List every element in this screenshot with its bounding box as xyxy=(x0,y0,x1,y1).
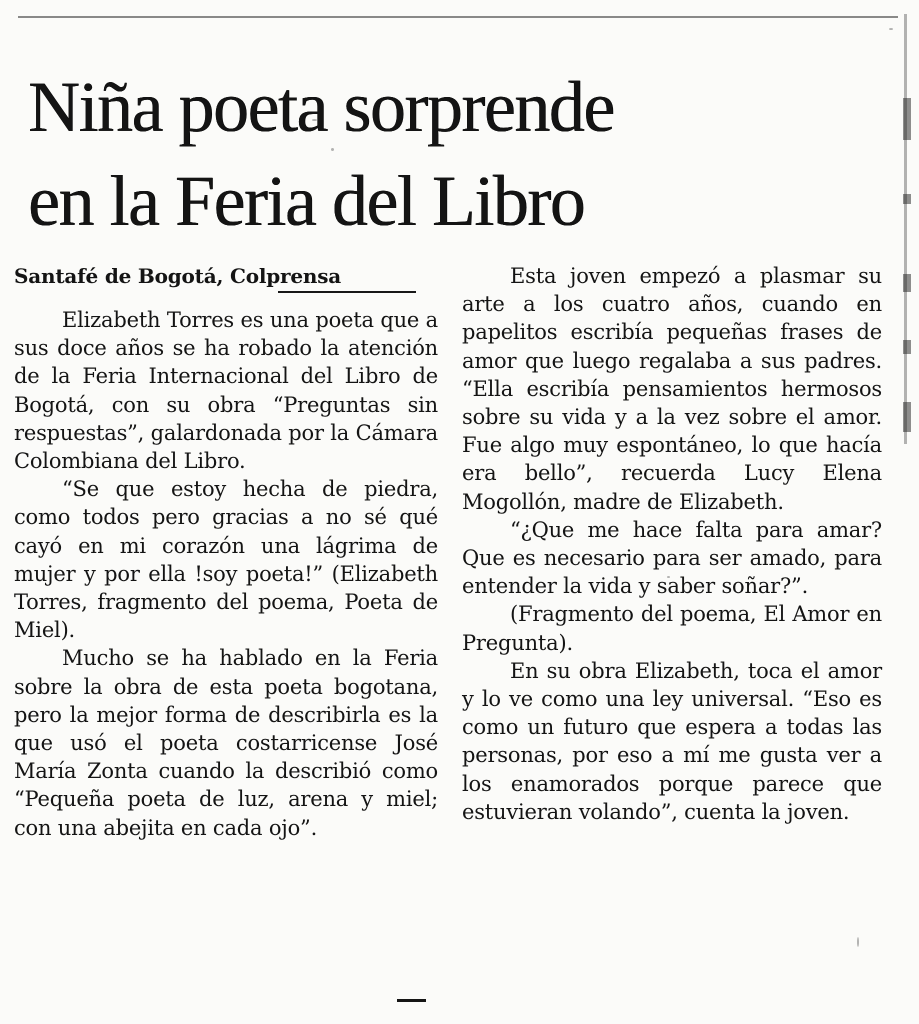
scan-speck xyxy=(667,576,670,578)
scan-speck xyxy=(857,937,859,947)
dateline: Santafé de Bogotá, Colprensa xyxy=(14,264,342,288)
top-edge-rule xyxy=(18,16,898,18)
right-paragraph-1: Esta joven empezó a plasmar su arte a los cuatro años, cuando en papelitos escribía pequeñas frases de amor que luego regalaba a sus padres. “Ella escribía pensamientos hermosos sobre su vida y a la vez sobre el amor. Fue algo muy espontáneo, lo que hacía era bello”, recuerda Lucy Elena Mogollón, madre de Elizabeth. xyxy=(462,264,882,514)
right-margin-marks xyxy=(895,90,915,450)
bottom-end-mark xyxy=(397,999,426,1002)
margin-mark xyxy=(903,194,911,204)
right-paragraph-2: “¿Que me hace falta para amar? Que es necesario para ser amado, para entender la vida y saber soñar?”. xyxy=(462,517,882,599)
margin-mark xyxy=(903,98,911,140)
left-paragraph-3: Mucho se ha hablado en la Feria sobre la obra de esta poeta bogotana, pero la mejor forma de describirla es la que usó el poeta costarricense José María Zonta cuando la describió como “Pequeña poeta de luz, arena y miel; con una abejita en cada ojo”. xyxy=(14,646,438,840)
headline-line-1: Niña poeta sorprende xyxy=(28,67,614,148)
margin-mark xyxy=(903,340,911,354)
margin-mark xyxy=(903,274,911,292)
right-paragraph-3: (Fragmento del poema, El Amor en Pregunta). xyxy=(462,602,882,655)
scan-speck xyxy=(889,28,893,30)
scan-speck xyxy=(331,148,334,151)
left-paragraph-1: Elizabeth Torres es una poeta que a sus doce años se ha robado la atención de la Feria Internacional del Libro de Bogotá, con su obra “Preguntas sin respuestas”, galardonada por la Cámara Colombiana del Libro. xyxy=(14,308,438,474)
right-paragraph-4: En su obra Elizabeth, toca el amor y lo ve como una ley universal. “Eso es como un futuro que espera a todas las personas, por eso a mí me gusta ver a los enamorados porque parece que estuvieran volando”, cuenta la joven. xyxy=(462,658,882,824)
right-article-column xyxy=(462,262,882,826)
left-article-column xyxy=(14,262,438,842)
margin-mark xyxy=(903,402,911,432)
left-paragraph-2: “Se que estoy hecha de piedra, como todos pero gracias a no sé qué cayó en mi corazón una lágrima de mujer y por ella !soy poeta!” (Elizabeth Torres, fragmento del poema, Poeta de Miel). xyxy=(14,477,438,643)
article-headline xyxy=(28,60,883,248)
scan-speck xyxy=(312,119,317,121)
headline-line-2: en la Feria del Libro xyxy=(28,161,585,242)
dateline-underline xyxy=(278,291,416,293)
